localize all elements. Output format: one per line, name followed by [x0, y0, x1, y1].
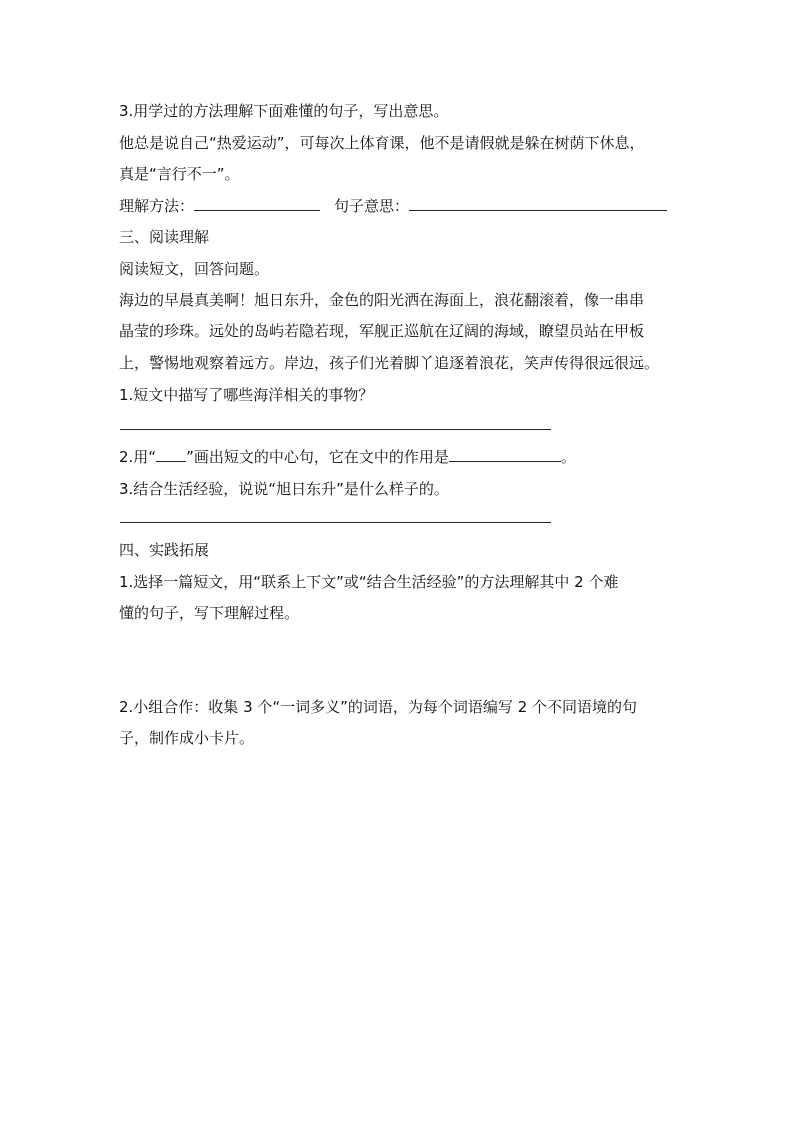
section-4-heading: 四、实践拓展 — [119, 541, 210, 559]
practice-question-2-line-1: 2.小组合作：收集 3 个“一词多义”的词语，为每个词语编写 2 个不同语境的句 — [119, 698, 638, 716]
passage-line-3: 上，警惕地观察着远方。岸边，孩子们光着脚丫追逐着浪花，笑声传得很远很远。 — [119, 354, 660, 372]
practice-question-1-line-2: 懂的句子，写下理解过程。 — [119, 604, 300, 622]
question-3-answer-row — [119, 196, 667, 216]
passage-line-2: 晶莹的珍珠。远处的岛屿若隐若现，军舰正巡航在辽阔的海域，瞭望员站在甲板 — [119, 322, 645, 340]
practice-question-1-line-1: 1.选择一篇短文，用“联系上下文”或“结合生活经验”的方法理解其中 2 个难 — [119, 573, 619, 591]
practice-question-2-line-2: 子，制作成小卡片。 — [119, 729, 255, 747]
question-3-sentence-line-1: 他总是说自己“热爱运动”，可每次上体育课，他不是请假就是躲在树荫下休息， — [119, 134, 645, 152]
section-3-heading: 三、阅读理解 — [119, 228, 210, 246]
meaning-label: 句子意思： — [334, 197, 410, 215]
question-3-title: 3.用学过的方法理解下面难懂的句子，写出意思。 — [119, 102, 449, 120]
reading-question-3: 3.结合生活经验，说说“旭日东升”是什么样子的。 — [119, 480, 449, 498]
q2-text-middle: ”画出短文的中心句，它在文中的作用是 — [186, 448, 449, 466]
reading-instruction: 阅读短文，回答问题。 — [119, 260, 270, 278]
method-label: 理解方法： — [119, 197, 195, 215]
question-3-sentence-line-2: 真是“言行不一”。 — [119, 165, 240, 183]
answer-line-q3[interactable] — [120, 522, 551, 523]
reading-question-1: 1.短文中描写了哪些海洋相关的事物？ — [119, 386, 374, 404]
q2-underline-sample — [156, 447, 186, 462]
reading-question-2 — [119, 447, 576, 467]
answer-line-q1[interactable] — [120, 429, 551, 430]
passage-line-1: 海边的早晨真美啊！旭日东升，金色的阳光洒在海面上，浪花翻滚着，像一串串 — [119, 291, 645, 309]
meaning-answer-blank[interactable] — [409, 196, 667, 211]
method-answer-blank[interactable] — [194, 196, 320, 211]
q2-answer-blank[interactable] — [449, 447, 561, 462]
q2-text-start: 2.用“ — [119, 448, 157, 466]
q2-text-end: 。 — [560, 448, 576, 466]
